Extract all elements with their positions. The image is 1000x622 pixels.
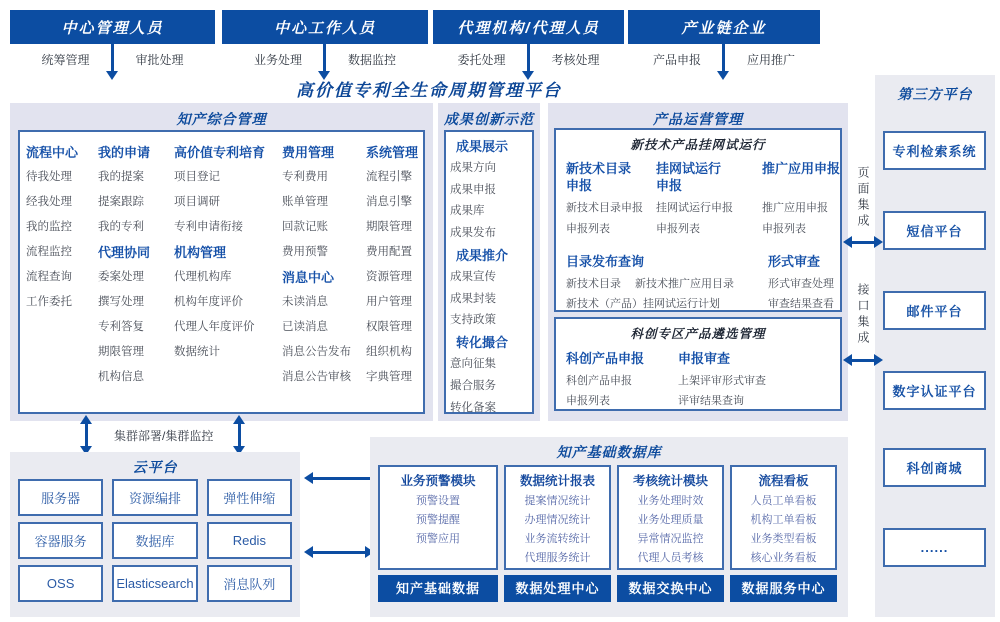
role-title: 产业链企业 [628,10,820,44]
menu-item: 我的提案 [98,171,144,183]
formal-review-group [768,250,834,314]
role-left-label: 委托处理 [457,52,506,67]
menu-item: 组织机构 [366,346,412,358]
vertical-double-arrow-icon [323,42,326,72]
db-module-item: 业务处理质量 [637,514,704,526]
platform-title: 高价值专利全生命周期管理平台 [296,81,562,100]
role-2 [433,10,624,70]
achievement-menu [444,130,534,414]
menu-item: 委案处理 [98,271,144,283]
role-left-label: 业务处理 [253,52,302,67]
menu-group-header: 高价值专利培育 [174,145,266,160]
role-right-label: 审批处理 [135,52,184,67]
role-right-label: 数据监控 [348,52,397,67]
ip-management-menu [18,135,421,390]
vertical-double-arrow-icon [111,42,114,72]
api-integration-label: 接口集成 [856,283,870,347]
menu-column [762,160,848,239]
data-center-box: 数据交换中心 [617,575,724,602]
role-title: 中心工作人员 [222,10,428,44]
panel-achievement [438,103,540,421]
menu-item: 流程查询 [26,271,72,283]
role-labels [222,48,428,70]
role-left-label: 产品申报 [652,52,701,67]
db-module-item: 预警应用 [416,533,460,545]
menu-item: 撮合服务 [450,379,496,392]
menu-item: 成果申报 [450,183,496,196]
menu-item: 成果库 [450,205,485,218]
menu-item: 新技术目录申报 [566,202,643,214]
panel-third-party [875,75,995,617]
menu-column [174,140,282,390]
menu-item: 机构信息 [98,371,144,383]
catalog-query-items [566,274,758,314]
third-party-box: 数字认证平台 [883,371,986,410]
panel-third-party-title: 第三方平台 [897,86,973,102]
menu-item: 项目调研 [174,196,220,208]
menu-item: 费用预警 [282,246,328,258]
db-module [730,465,837,570]
menu-group-header: 系统管理 [366,145,419,160]
vertical-double-arrow-icon [527,42,530,72]
third-party-box: ...... [883,528,986,567]
selection-groups [566,347,828,411]
vertical-double-arrow-icon [85,423,88,447]
menu-group-header: 申报审查 [678,351,731,366]
menu-item: 回款记账 [282,221,328,233]
trial-run-box [554,128,842,312]
menu-item: 费用配置 [366,246,412,258]
menu-group-header: 成果展示 [456,139,509,154]
menu-group-header: 代理协同 [98,245,151,260]
menu-item: 项目登记 [174,171,220,183]
db-modules [378,465,837,570]
menu-item: 待我处理 [26,171,72,183]
trial-run-lower [566,250,834,314]
menu-item: 消息公告发布 [282,346,351,358]
menu-group-header: 挂网试运行申报 [656,161,722,193]
cloud-grid [18,479,292,602]
menu-item: 数据统计 [174,346,220,358]
data-center-box: 数据服务中心 [730,575,837,602]
db-module-item: 业务处理时效 [637,495,704,507]
data-center-box: 知产基础数据 [378,575,498,602]
db-module-header: 流程看板 [758,474,809,488]
menu-item: 提案跟踪 [98,196,144,208]
menu-group-header: 机构管理 [174,245,227,260]
panel-cloud-title: 云平台 [132,459,178,475]
menu-item: 新技术（产品）挂网试运行计划 [566,298,720,310]
menu-item: 挂网试运行申报 [656,202,733,214]
menu-item: 评审结果查询 [678,395,744,407]
menu-item: 我的专利 [98,221,144,233]
db-module-item: 异常情况监控 [637,533,704,545]
cloud-service-box: OSS [18,565,103,602]
menu-item: 专利费用 [282,171,328,183]
role-right-label: 考核处理 [551,52,600,67]
db-module [504,465,611,570]
cluster-label: 集群部署/集群监控 [114,429,214,443]
role-title: 代理机构/代理人员 [433,10,624,44]
menu-item: 消息引擎 [366,196,412,208]
menu-item: 字典管理 [366,371,412,383]
panel-cloud [10,452,300,617]
trial-run-groups [566,160,848,239]
menu-group-header: 消息中心 [282,270,335,285]
db-module-item: 业务类型看板 [750,533,817,545]
db-module-item: 代理服务统计 [524,552,591,564]
menu-item: 未读消息 [282,296,328,308]
menu-item: 支持政策 [450,314,496,327]
menu-item: 申报列表 [762,222,806,235]
db-module-item: 机构工单看板 [750,514,817,526]
trial-run-box-title: 新技术产品挂网试运行 [630,138,766,152]
panel-product-ops [548,103,848,421]
menu-item: 代理机构库 [174,271,232,283]
db-module-item: 提案情况统计 [524,495,591,507]
menu-item: 审查结果查看 [768,298,834,310]
menu-item: 代理人年度评价 [174,321,255,333]
page-integration-label: 页面集成 [856,166,870,230]
menu-group-header: 目录发布查询 [566,254,645,269]
menu-group-header: 推广应用申报 [762,161,841,176]
db-module-header: 考核统计模块 [632,474,708,488]
menu-item: 科创产品申报 [566,375,632,387]
selection-box [554,317,842,411]
menu-column [678,347,828,411]
role-right-label: 应用推广 [747,52,796,67]
role-title: 中心管理人员 [10,10,215,44]
menu-item: 成果封装 [450,292,496,305]
role-1 [222,10,428,70]
db-module-item: 业务流转统计 [524,533,591,545]
vertical-double-arrow-icon [722,42,725,72]
menu-column [566,160,656,239]
menu-item: 成果方向 [450,161,496,174]
db-module [617,465,724,570]
menu-column [366,140,421,390]
menu-item: 账单管理 [282,196,328,208]
panel-ip-management-title: 知产综合管理 [176,111,267,127]
db-module-item: 预警设置 [416,495,460,507]
db-module-item: 代理人员考核 [637,552,704,564]
menu-item: 我的监控 [26,221,72,233]
third-party-box: 科创商城 [883,448,986,487]
db-module-header: 数据统计报表 [519,474,595,488]
cloud-service-box: 容器服务 [18,522,103,559]
left-arrow-icon [312,477,370,480]
menu-item: 推广应用申报 [762,202,828,214]
menu-group-header: 成果推介 [456,247,509,263]
menu-group-header: 转化撮合 [456,335,509,351]
menu-group-header: 我的申请 [98,145,151,160]
menu-group-header: 流程中心 [26,145,79,160]
db-module-item: 人员工单看板 [750,495,817,507]
menu-item: 消息公告审核 [282,371,351,383]
menu-item: 成果发布 [450,227,496,240]
menu-item: 意向征集 [450,357,496,370]
menu-column [656,160,762,239]
db-module-item: 核心业务看板 [750,552,817,564]
cloud-service-box: Elasticsearch [112,565,197,602]
horizontal-double-arrow-icon [312,551,366,554]
vertical-double-arrow-icon [238,423,241,447]
menu-item: 已读消息 [282,321,328,333]
catalog-query-group [566,250,763,314]
data-center-box: 数据处理中心 [504,575,611,602]
menu-group-header: 费用管理 [282,145,335,160]
menu-group-header: 新技术目录申报 [566,161,632,193]
db-module-item: 办理情况统计 [524,514,591,526]
role-labels [433,48,624,70]
menu-column [566,347,678,411]
menu-item: 专利答复 [98,321,144,333]
panel-ip-database [370,437,848,617]
panel-ip-database-title: 知产基础数据库 [556,444,662,460]
menu-column [282,140,366,390]
panel-product-ops-title: 产品运营管理 [653,111,743,127]
menu-item: 申报列表 [566,395,610,407]
role-left-label: 统筹管理 [41,52,90,67]
third-party-box: 短信平台 [883,211,986,250]
menu-item: 工作委托 [26,296,72,308]
role-0 [10,10,215,70]
cloud-service-box: 服务器 [18,479,103,516]
role-labels [10,48,215,70]
db-module-item: 预警提醒 [416,514,460,526]
cloud-service-box: 消息队列 [207,565,292,602]
cloud-service-box: 资源编排 [112,479,197,516]
menu-item: 上架评审形式审查 [678,375,766,387]
menu-item: 新技术目录 [566,278,621,290]
db-centers [378,575,837,602]
db-module-header: 业务预警模块 [400,474,476,488]
menu-item: 用户管理 [366,296,412,308]
menu-group-header: 形式审查 [768,254,821,269]
menu-item: 新技术推广应用目录 [635,278,734,290]
horizontal-double-arrow-icon [851,359,875,362]
menu-item: 资源管理 [366,271,412,283]
menu-item: 转化备案 [450,401,496,414]
menu-item: 机构年度评价 [174,296,243,308]
menu-item: 申报列表 [566,222,610,235]
menu-column [26,140,98,390]
cloud-service-box: Redis [207,522,292,559]
cloud-service-box: 数据库 [112,522,197,559]
panel-ip-management [10,103,433,421]
menu-group-header: 科创产品申报 [566,351,645,366]
menu-item: 经我处理 [26,196,72,208]
menu-item: 申报列表 [656,222,700,235]
menu-item: 权限管理 [366,321,412,333]
role-labels [628,48,820,70]
menu-item: 专利申请衔接 [174,221,243,233]
menu-item: 期限管理 [98,346,144,358]
menu-item: 流程监控 [26,246,72,258]
third-party-box: 邮件平台 [883,291,986,330]
menu-item: 期限管理 [366,221,412,233]
db-module [378,465,498,570]
menu-column [98,140,174,390]
panel-achievement-title: 成果创新示范 [444,111,534,127]
cloud-service-box: 弹性伸缩 [207,479,292,516]
third-party-box: 专利检索系统 [883,131,986,170]
formal-review-items [768,274,834,314]
horizontal-double-arrow-icon [851,241,875,244]
menu-item: 流程引擎 [366,171,412,183]
menu-item: 成果宣传 [450,270,496,283]
role-3 [628,10,820,70]
menu-item: 撰写处理 [98,296,144,308]
selection-box-title: 科创专区产品遴选管理 [630,327,766,341]
menu-item: 形式审查处理 [768,278,834,290]
